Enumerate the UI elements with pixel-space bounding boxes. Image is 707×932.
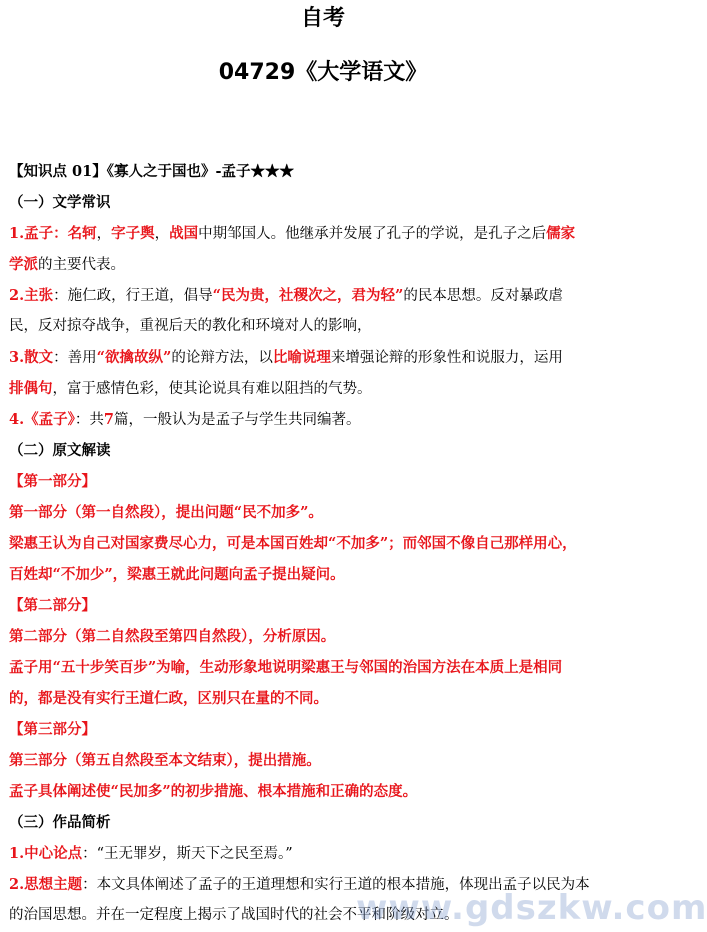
part-label-3: 【第三部分】 xyxy=(9,721,96,738)
knowledge-point-author: -孟子 xyxy=(215,163,251,180)
knowledge-point-heading xyxy=(9,156,639,187)
part-2-line-2: 孟子用“五十步笑百步”为喻，生动形象地说明梁惠王与邻国的治国方法在本质上是相同 xyxy=(9,659,563,676)
analysis-item-2-line-2: 的治国思想。并在一定程度上揭示了战国时代的社会不平和阶级对立。 xyxy=(9,907,459,923)
list-item-1-line-2: 学派的主要代表。 xyxy=(9,256,125,273)
part-2-line-1: 第二部分（第二自然段至第四自然段），分析原因。 xyxy=(9,628,336,645)
list-item-4: 4.《孟子》：共7篇，一般认为是孟子与学生共同编著。 xyxy=(9,411,361,428)
part-2-line-3: 的，都是没有实行王道仁政，区别只在量的不同。 xyxy=(9,690,328,707)
part-1-line-2: 梁惠王认为自己对国家费尽心力，可是本国百姓却“不加多”；而邻国不像自己那样用心， xyxy=(9,535,577,552)
part-1-line-3: 百姓却“不加少”，梁惠王就此问题向孟子提出疑问。 xyxy=(9,566,345,583)
document-body xyxy=(9,156,639,931)
part-label-2: 【第二部分】 xyxy=(9,597,96,614)
analysis-item-2-line-1: 2.思想主题：本文具体阐述了孟子的王道理想和实行王道的根本措施，体现出孟子以民为本 xyxy=(9,876,590,893)
part-label-1: 【第一部分】 xyxy=(9,473,96,490)
knowledge-point-title: 《寡人之于国也》 xyxy=(106,163,216,180)
list-item-1-line-1: 1.孟子：名轲，字子舆，战国中期邹国人。他继承并发展了孔子的学说，是孔子之后儒家 xyxy=(9,225,576,242)
list-item-2-line-1: 2.主张：施仁政，行王道，倡导“民为贵，社稷次之，君为轻”的民本思想。反对暴政虐 xyxy=(9,287,563,304)
knowledge-point-label: 【知识点 01】 xyxy=(9,163,107,180)
list-item-3-line-2: 排偶句，富于感情色彩，使其论说具有难以阻挡的气势。 xyxy=(9,380,372,397)
section-heading-2: （二）原文解读 xyxy=(9,442,111,459)
analysis-item-1: 1.中心论点：“王无罪岁，斯天下之民至焉。” xyxy=(9,845,293,862)
key-term: 《孟子》 xyxy=(24,411,75,428)
star-rating: ★★★ xyxy=(250,163,295,180)
list-item-3-line-1: 3.散文：善用“欲擒故纵”的论辩方法，以比喻说理来增强论辩的形象性和说服力，运用 xyxy=(9,349,563,366)
key-term: 思想主题 xyxy=(24,876,83,893)
section-heading-3: （三）作品简析 xyxy=(9,814,111,831)
part-3-line-1: 第三部分（第五自然段至本文结束），提出措施。 xyxy=(9,752,321,769)
key-term: 孟子 xyxy=(24,225,54,242)
page-title: 自考 xyxy=(300,6,345,31)
part-1-line-1: 第一部分（第一自然段），提出问题“民不加多”。 xyxy=(9,504,323,521)
key-term: 中心论点 xyxy=(24,845,83,862)
key-term: 主张 xyxy=(24,287,54,304)
site-watermark: www.gdszkw.com xyxy=(356,888,707,928)
list-item-2-line-2: 民，反对掠夺战争，重视后天的教化和环境对人的影响， xyxy=(9,318,372,334)
section-heading-1: （一）文学常识 xyxy=(9,194,111,211)
key-term: 散文 xyxy=(24,349,54,366)
page-subtitle: 04729《大学语文》 xyxy=(218,60,428,85)
part-3-line-2: 孟子具体阐述使“民加多”的初步措施、根本措施和正确的态度。 xyxy=(9,783,418,800)
